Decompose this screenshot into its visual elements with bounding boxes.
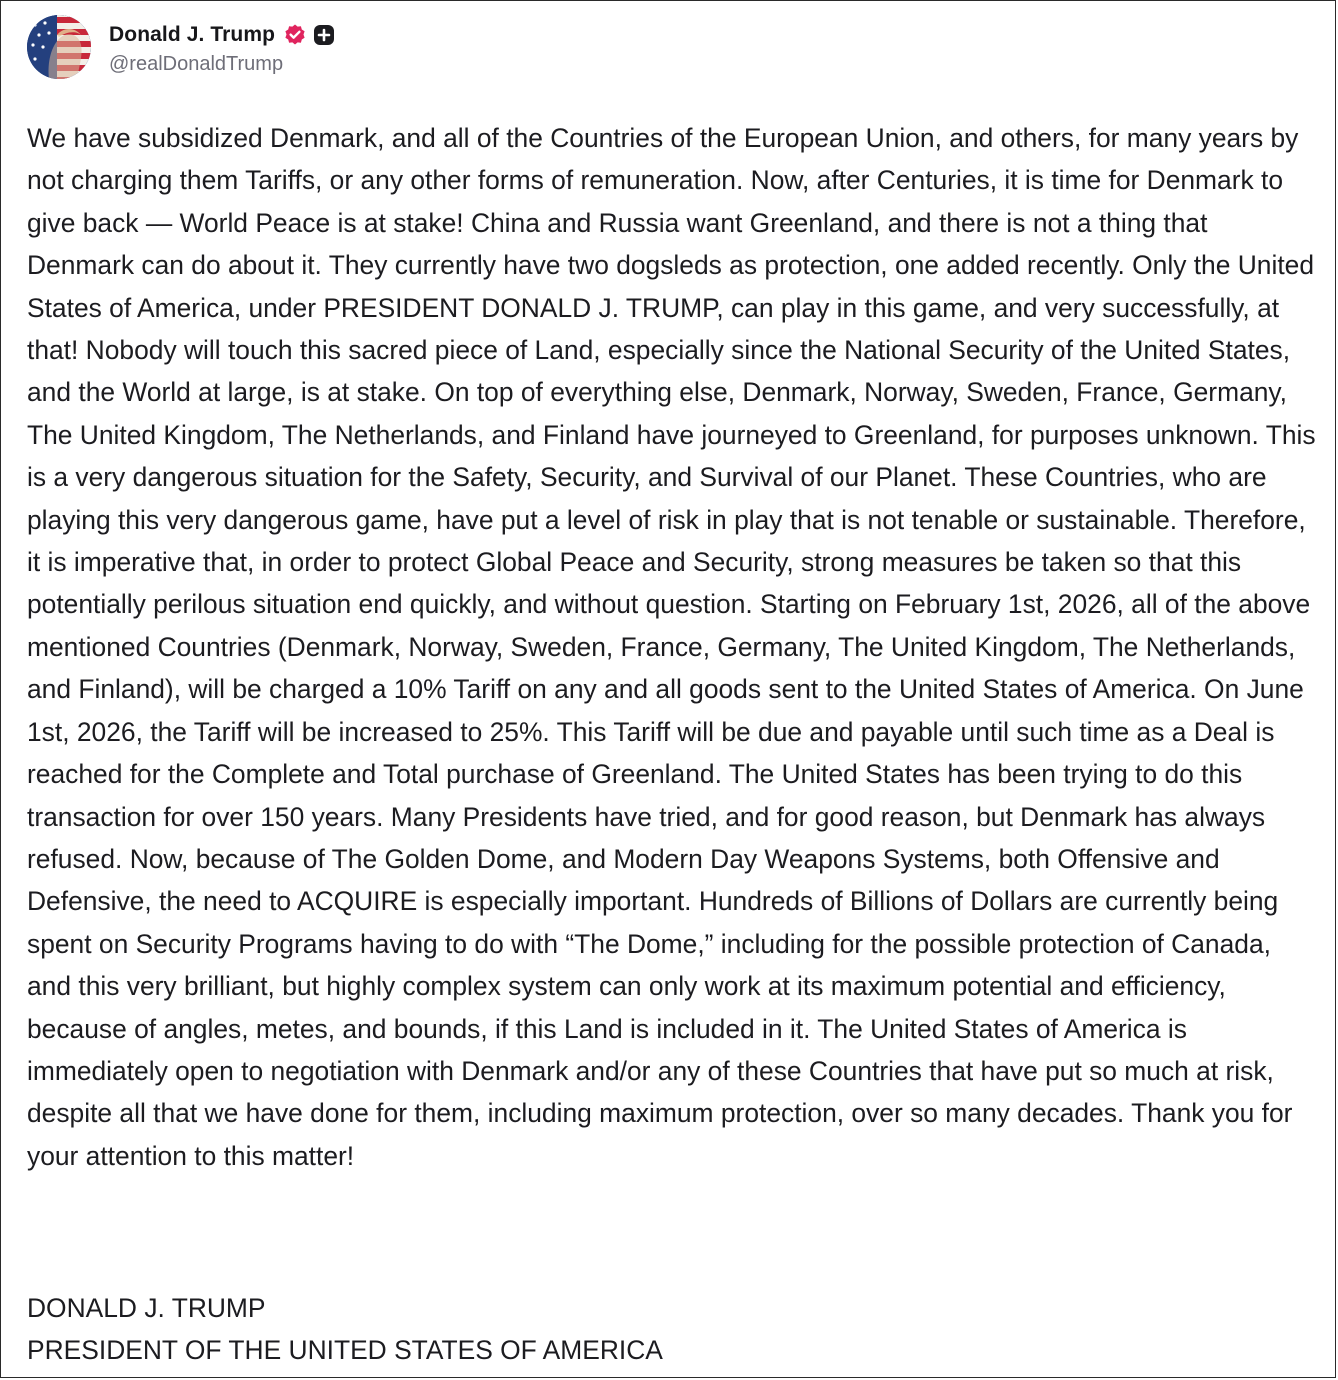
post-body [27, 117, 1317, 1177]
author-identity [109, 19, 335, 76]
author-name-row [109, 19, 335, 51]
signature-title: PRESIDENT OF THE UNITED STATES OF AMERICA [27, 1335, 663, 1366]
author-display-name[interactable]: Donald J. Trump [109, 22, 276, 46]
verified-badge-icon [283, 23, 307, 47]
signature-name: DONALD J. TRUMP [27, 1293, 266, 1323]
post-header [27, 15, 335, 79]
flag-portrait-avatar-icon [27, 15, 91, 79]
post-signature [27, 1287, 663, 1372]
post-body-text: We have subsidized Denmark, and all of the Countries of the European Union, and others, for many years by not charging them Tariffs, or any other forms of remuneration. Now, after Centuries, it is time for Denmark to give back — World Peace is at stake! China and Russia want Greenland, and there is not a thing that Denmark can do about it. They currently have two dogsleds as protection, one added recently. Only the United States of America, under PRESIDENT DONALD J. TRUMP, can play in this game, and very successfully, at that! Nobody will touch this sacred piece of Land, especially since the National Security of the United States, and the World at large, is at stake. On top of everything else, Denmark, Norway, Sweden, France, Germany, The United Kingdom, The Netherlands, and Finland have journeyed to Greenland, for purposes unknown. This is a very dangerous situation for the Safety, Security, and Survival of our Planet. These Countries, who are playing this very dangerous game, have put a level of risk in play that is not tenable or sustainable. Therefore, it is imperative that, in order to protect Global Peace and Security, strong measures be taken so that this potentially perilous situation end quickly, and without question. Starting on February 1st, 2026, all of the above mentioned Countries (Denmark, Norway, Sweden, France, Germany, The United Kingdom, The Netherlands, and Finland), will be charged a 10% Tariff on any and all goods sent to the United States of America. On June 1st, 2026, the Tariff will be increased to 25%. This Tariff will be due and payable until such time as a Deal is reached for the Complete and Total purchase of Greenland. The United States has been trying to do this transaction for over 150 years. Many Presidents have tried, and for good reason, but Denmark has always refused. Now, because of The Golden Dome, and Modern Day Weapons Systems, both Offensive and Defensive, the need to ACQUIRE is especially important. Hundreds of Billions of Dollars are currently being spent on Security Programs having to do with “The Dome,” including for the possible protection of Canada, and this very brilliant, but highly complex system can only work at its maximum potential and efficiency, because of angles, metes, and bounds, if this Land is included in it. The United States of America is immediately open to negotiation with Denmark and/or any of these Countries that have put so much at risk, despite all that we have done for them, including maximum protection, over so many decades. Thank you for your attention to this matter! [27, 123, 1316, 1171]
plus-badge-icon [313, 24, 335, 46]
avatar[interactable] [27, 15, 91, 79]
author-handle[interactable]: @realDonaldTrump [109, 52, 284, 75]
